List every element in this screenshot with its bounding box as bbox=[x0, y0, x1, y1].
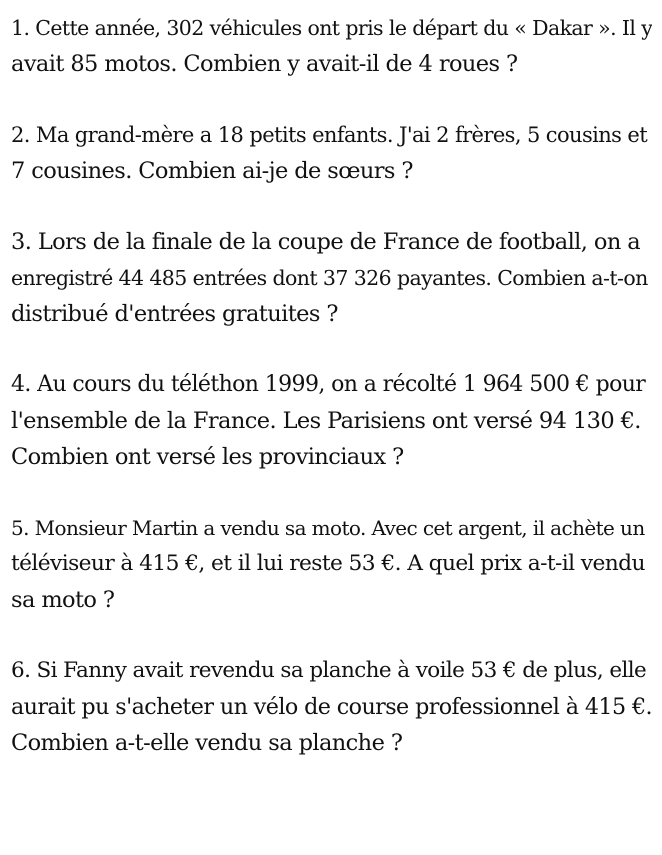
problem-1 bbox=[11, 10, 652, 82]
problem-spacer bbox=[11, 332, 652, 367]
problem-spacer bbox=[11, 189, 652, 224]
problem-1-line-1: 1. Cette année, 302 véhicules ont pris le départ du « Dakar ». Il y bbox=[11, 16, 652, 40]
problem-3-line-2: enregistré 44 485 entrées dont 37 326 payantes. Combien a-t-on bbox=[11, 266, 648, 290]
problem-6 bbox=[11, 653, 652, 761]
problem-spacer bbox=[11, 82, 652, 117]
problem-5-line-2: téléviseur à 415 €, et il lui reste 53 €. A quel prix a-t-il vendu bbox=[11, 551, 645, 576]
problem-2-line-1: 2. Ma grand-mère a 18 petits enfants. J'ai 2 frères, 5 cousins et bbox=[11, 123, 648, 147]
problem-3-line-1: 3. Lors de la finale de la coupe de France de football, on a bbox=[11, 229, 641, 255]
problem-spacer bbox=[11, 618, 652, 653]
problem-4-line-1: 4. Au cours du téléthon 1999, on a récolté 1 964 500 € pour bbox=[11, 372, 646, 397]
problem-6-line-2: aurait pu s'acheter un vélo de course professionnel à 415 €. bbox=[11, 694, 652, 720]
problem-6-line-3: Combien a-t-elle vendu sa planche ? bbox=[11, 730, 403, 756]
problem-5-line-3: sa moto ? bbox=[11, 587, 115, 613]
problem-4-line-2: l'ensemble de la France. Les Parisiens ont versé 94 130 €. bbox=[11, 408, 641, 434]
problem-2 bbox=[11, 117, 652, 189]
problem-6-line-1: 6. Si Fanny avait revendu sa planche à voile 53 € de plus, elle bbox=[11, 658, 647, 683]
problem-5-line-1: 5. Monsieur Martin a vendu sa moto. Avec cet argent, il achète un bbox=[11, 516, 645, 540]
problem-2-line-2: 7 cousines. Combien ai-je de sœurs ? bbox=[11, 158, 413, 184]
problem-spacer bbox=[11, 475, 652, 510]
problem-4-line-3: Combien ont versé les provinciaux ? bbox=[11, 444, 404, 470]
problem-4 bbox=[11, 367, 652, 475]
problem-3-line-3: distribué d'entrées gratuites ? bbox=[11, 301, 338, 327]
problem-5 bbox=[11, 510, 652, 618]
problem-1-line-2: avait 85 motos. Combien y avait-il de 4 roues ? bbox=[11, 51, 518, 77]
problem-3 bbox=[11, 224, 652, 332]
